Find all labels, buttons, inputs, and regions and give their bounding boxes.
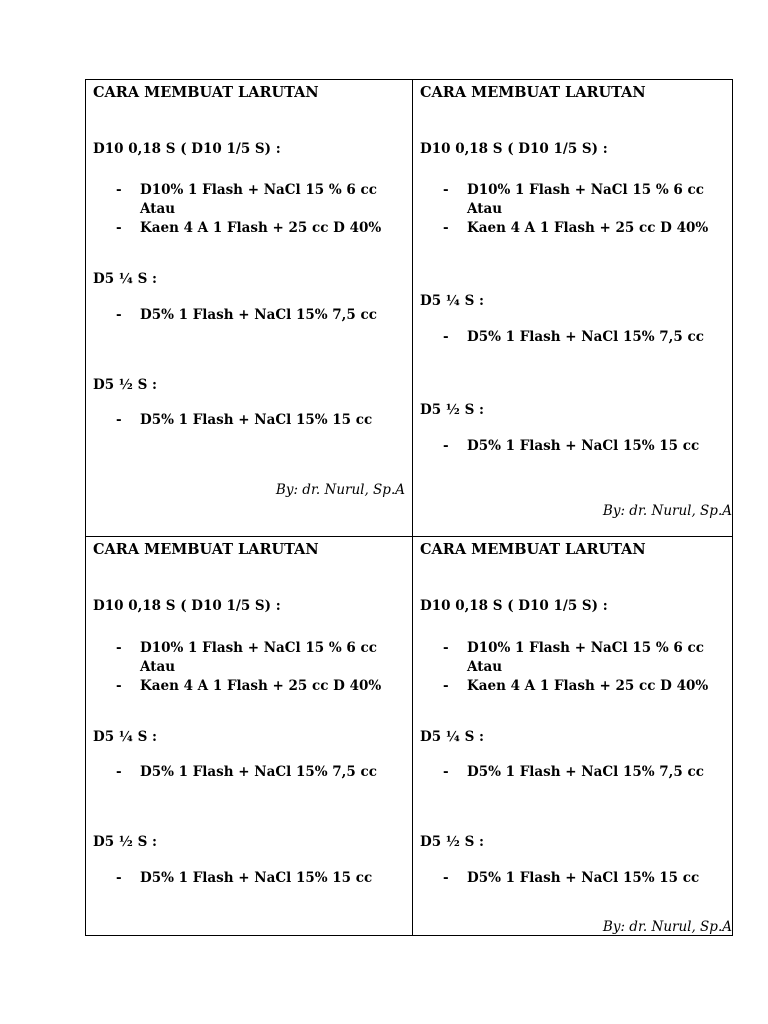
section-d5-quarter-heading: D5 ¼ S : [93, 271, 158, 287]
section-d10-heading: D10 0,18 S ( D10 1/5 S) : [420, 598, 608, 614]
d10-option-1: D10% 1 Flash + NaCl 15 % 6 cc [140, 640, 377, 656]
d10-option-or: Atau [467, 201, 503, 217]
list-dash: - [116, 412, 122, 428]
list-dash: - [116, 764, 122, 780]
list-dash: - [116, 220, 122, 236]
d10-option-or: Atau [467, 659, 503, 675]
card-title: CARA MEMBUAT LARUTAN [93, 84, 319, 101]
section-d10-heading: D10 0,18 S ( D10 1/5 S) : [420, 141, 608, 157]
list-dash: - [443, 764, 449, 780]
section-d10-heading: D10 0,18 S ( D10 1/5 S) : [93, 141, 281, 157]
d10-option-or: Atau [140, 201, 176, 217]
author-byline: By: dr. Nurul, Sp.A [602, 919, 732, 935]
card-title: CARA MEMBUAT LARUTAN [420, 541, 646, 558]
d10-option-2: Kaen 4 A 1 Flash + 25 cc D 40% [140, 220, 382, 236]
d5-half-option: D5% 1 Flash + NaCl 15% 15 cc [467, 870, 700, 886]
d5-quarter-option: D5% 1 Flash + NaCl 15% 7,5 cc [140, 307, 377, 323]
list-dash: - [116, 640, 122, 656]
d10-option-2: Kaen 4 A 1 Flash + 25 cc D 40% [140, 678, 382, 694]
d5-half-option: D5% 1 Flash + NaCl 15% 15 cc [467, 438, 700, 454]
d5-quarter-option: D5% 1 Flash + NaCl 15% 7,5 cc [467, 329, 704, 345]
author-byline: By: dr. Nurul, Sp.A [602, 503, 732, 519]
d10-option-or: Atau [140, 659, 176, 675]
list-dash: - [443, 870, 449, 886]
d10-option-1: D10% 1 Flash + NaCl 15 % 6 cc [140, 182, 377, 198]
section-d5-half-heading: D5 ½ S : [93, 377, 158, 393]
card-top-left [86, 80, 413, 537]
card-title: CARA MEMBUAT LARUTAN [420, 84, 646, 101]
d10-option-1: D10% 1 Flash + NaCl 15 % 6 cc [467, 640, 704, 656]
section-d10-heading: D10 0,18 S ( D10 1/5 S) : [93, 598, 281, 614]
list-dash: - [116, 870, 122, 886]
list-dash: - [443, 640, 449, 656]
d5-half-option: D5% 1 Flash + NaCl 15% 15 cc [140, 870, 373, 886]
d10-option-2: Kaen 4 A 1 Flash + 25 cc D 40% [467, 220, 709, 236]
card-bottom-left [86, 537, 413, 994]
section-d5-quarter-heading: D5 ¼ S : [420, 729, 485, 745]
d5-quarter-option: D5% 1 Flash + NaCl 15% 7,5 cc [467, 764, 704, 780]
section-d5-half-heading: D5 ½ S : [420, 402, 485, 418]
list-dash: - [443, 182, 449, 198]
section-d5-quarter-heading: D5 ¼ S : [93, 729, 158, 745]
card-top-right [413, 80, 740, 537]
d10-option-1: D10% 1 Flash + NaCl 15 % 6 cc [467, 182, 704, 198]
card-bottom-right [413, 537, 740, 994]
list-dash: - [443, 220, 449, 236]
section-d5-quarter-heading: D5 ¼ S : [420, 293, 485, 309]
section-d5-half-heading: D5 ½ S : [93, 834, 158, 850]
card-title: CARA MEMBUAT LARUTAN [93, 541, 319, 558]
author-byline: By: dr. Nurul, Sp.A [275, 482, 405, 498]
list-dash: - [116, 307, 122, 323]
d5-quarter-option: D5% 1 Flash + NaCl 15% 7,5 cc [140, 764, 377, 780]
list-dash: - [443, 438, 449, 454]
d5-half-option: D5% 1 Flash + NaCl 15% 15 cc [140, 412, 373, 428]
d10-option-2: Kaen 4 A 1 Flash + 25 cc D 40% [467, 678, 709, 694]
list-dash: - [443, 678, 449, 694]
list-dash: - [443, 329, 449, 345]
list-dash: - [116, 678, 122, 694]
list-dash: - [116, 182, 122, 198]
section-d5-half-heading: D5 ½ S : [420, 834, 485, 850]
